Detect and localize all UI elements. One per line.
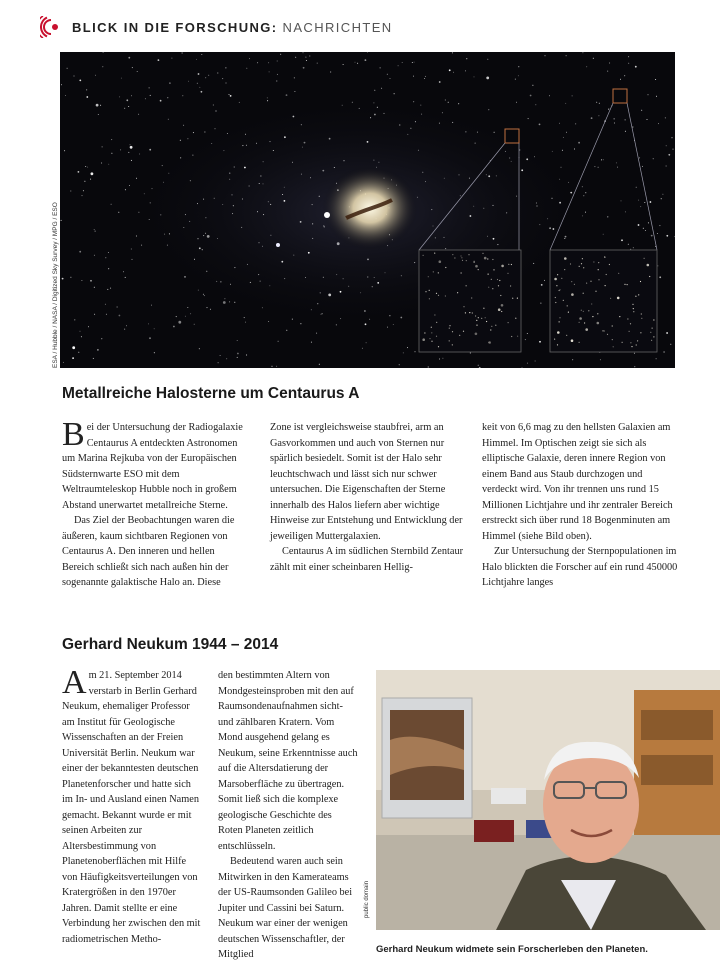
paragraph: Bedeutend waren auch sein Mitwirken in den Kamerateams der US-Raumsonden Galileo bei Jupiter und Cassini bei Saturn. Neukum war einer der wenigen deutschen Wissenschaftler, der Mitglied xyxy=(218,856,353,960)
paragraph: Das Ziel der Beobachtungen waren die äußeren, kaum sichtbaren Regionen von Centaurus A. Den inneren und hellen Bereich schließt sich nach außen hin der sogenannte galaktische Halo an. Diese xyxy=(62,515,235,588)
image-credit: ESA / Hubble / NASA / Digitized Sky Survey / MPG / ESO xyxy=(52,202,59,368)
article-title-centaurus: Metallreiche Halosterne um Centaurus A xyxy=(62,385,360,402)
office-portrait-graphic xyxy=(376,670,720,930)
photo-caption: Gerhard Neukum widmete sein Forscherleben den Planeten. xyxy=(376,944,648,955)
paragraph: m 21. September 2014 verstarb in Berlin Gerhard Neukum, ehemaliger Professor am Institut für Geologische Wissenschaften an der Freien Universität Berlin. Neukum war einer der bekanntesten deutschen Planetenforscher und hatte sich im In- und Ausland einen Namen gemacht. Bekannt wurde er mit seinen Arbeiten zur Altersbestimmung von Planetenoberflächen mit Hilfe von Häufigkeitsverteilungen von Kratergrößen in den 1970er Jahren. Damit stellte er eine Verbindung her zwischen den mit radiometrischen Metho- xyxy=(62,670,201,945)
centaurus-a-image xyxy=(60,52,675,368)
dropcap: A xyxy=(62,664,87,701)
paragraph: Centaurus A im südlichen Sternbild Zentaur zählt mit einer scheinbaren Hellig- xyxy=(270,546,464,573)
paragraph: Zone ist vergleichsweise staubfrei, arm an Gasvorkommen und auch von Sternen nur spärlich besiedelt. Somit ist der Halo sehr leuchtschwach und lässt sich nur schwer untersuchen. Die Eigenschaften der Sterne innerhalb des Halos liefern aber wichtige Hinweise zur Entstehung und Entwicklung der jeweiligen Muttergalaxien. xyxy=(270,422,463,542)
photo-credit: public domain xyxy=(364,880,370,918)
paragraph: ei der Untersuchung der Radiogalaxie Centaurus A entdeckten Astronomen um Marina Rejkuba von der Europäischen Südsternwarte ESO mit dem Weltraumteleskop Hubble noch in großem Abstand unerwartet metallreiche Sterne. xyxy=(62,422,243,511)
article-title-neukum: Gerhard Neukum 1944 – 2014 xyxy=(62,636,279,653)
section-header xyxy=(40,14,393,40)
section-subtitle: NACHRICHTEN xyxy=(282,19,393,35)
section-title: BLICK IN DIE FORSCHUNG: NACHRICHTEN xyxy=(72,19,393,35)
paragraph: den bestimmten Altern von Mondgesteinsproben mit den auf Raumsondenaufnahmen sicht- und zählbaren Kratern. Vom Mond ausgehend gelang es Neukum, seine Erkenntnisse auch auf die Altersdatierung der Marsoberfläche zu übertragen. Somit ließ sich die komplexe geologische Geschichte des Roten Planeten zeitlich entschlüsseln. xyxy=(218,670,358,852)
article1-column-2 xyxy=(270,420,465,575)
article1-column-3 xyxy=(482,420,680,591)
article2-column-1 xyxy=(62,664,204,947)
neukum-photo xyxy=(376,670,720,930)
paragraph: keit von 6,6 mag zu den hellsten Galaxien am Himmel. Im Optischen zeigt sie sich als elliptische Galaxie, deren innere Region von einem Band aus Staub durchzogen und verdeckt wird. Von ihr trennen uns rund 15 Millionen Lichtjahre und ihr zentraler Bereich erstreckt sich über rund 18 Bogenminuten am Himmel (siehe Bild oben). xyxy=(482,422,673,542)
rings-logo-icon xyxy=(40,16,62,38)
dropcap: B xyxy=(62,416,85,453)
article1-column-1 xyxy=(62,416,245,591)
paragraph: Zur Untersuchung der Sternpopulationen im Halo blickten die Forscher auf ein rund 450000 Lichtjahre langes xyxy=(482,546,678,588)
article2-column-2 xyxy=(218,668,358,963)
starfield-graphic xyxy=(60,52,675,368)
